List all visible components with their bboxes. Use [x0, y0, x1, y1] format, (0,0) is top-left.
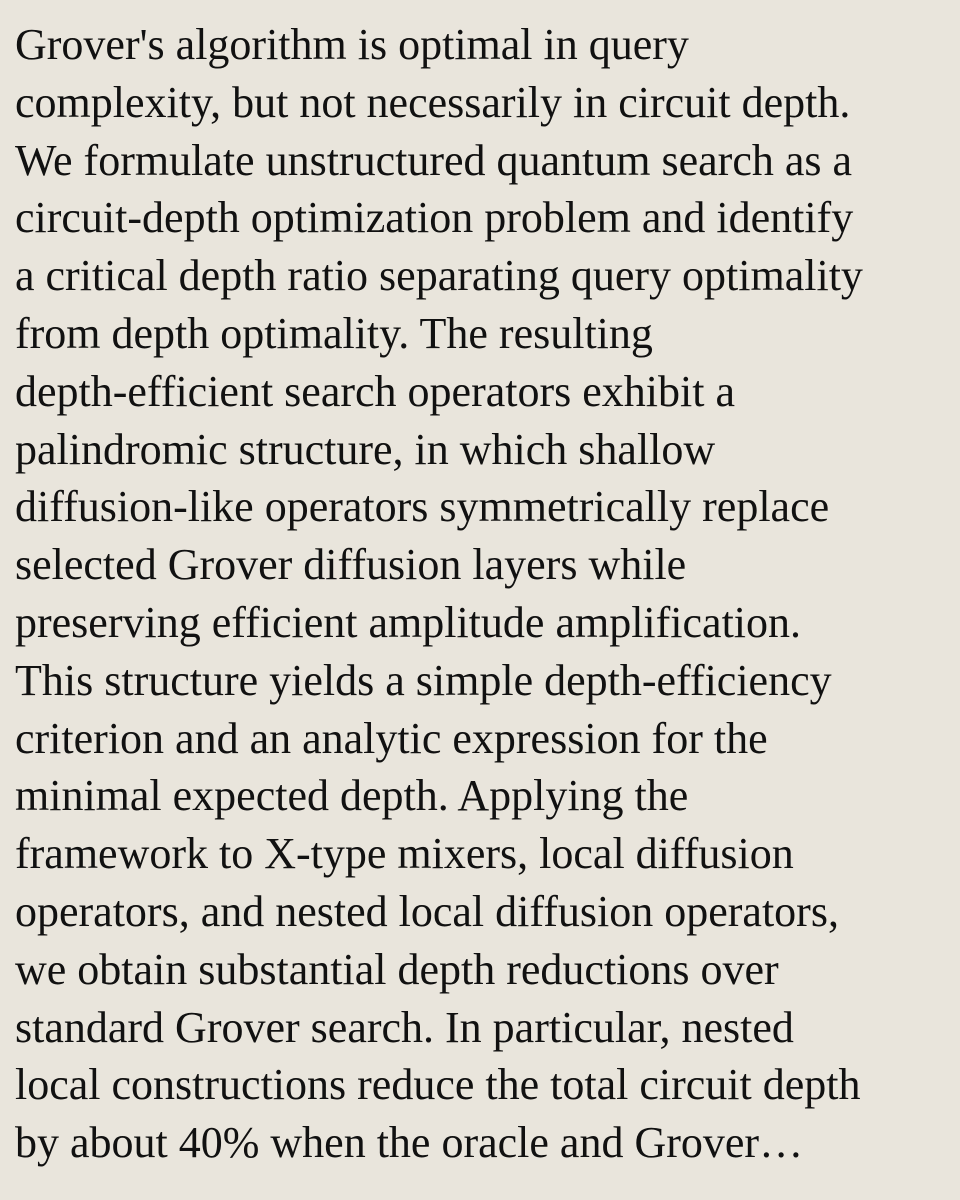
abstract-line: operators, and nested local diffusion operators, [15, 886, 839, 936]
abstract-line: from depth optimality. The resulting [15, 308, 653, 358]
abstract-line: depth-efficient search operators exhibit a [15, 366, 735, 416]
abstract-line: complexity, but not necessarily in circuit depth. [15, 77, 851, 127]
abstract-line: Grover's algorithm is optimal in query [15, 20, 689, 69]
abstract-line: criterion and an analytic expression for the [15, 713, 768, 763]
abstract-line: a critical depth ratio separating query optimality [15, 251, 863, 301]
abstract-line: This structure yields a simple depth-efficiency [15, 655, 832, 705]
abstract-line: local constructions reduce the total circuit depth [15, 1060, 861, 1110]
abstract-line: diffusion-like operators symmetrically replace [15, 482, 830, 532]
abstract-text [15, 16, 955, 1172]
abstract-line: framework to X-type mixers, local diffusion [15, 829, 794, 879]
abstract-line: by about 40% when the oracle and Grover… [15, 1118, 804, 1168]
abstract-line: we obtain substantial depth reductions over [15, 944, 779, 994]
abstract-line: circuit-depth optimization problem and identify [15, 193, 854, 243]
abstract-line: We formulate unstructured quantum search as a [15, 135, 853, 185]
abstract-line: selected Grover diffusion layers while [15, 540, 687, 590]
abstract-line: standard Grover search. In particular, nested [15, 1002, 794, 1052]
abstract-line: palindromic structure, in which shallow [15, 424, 716, 474]
abstract-line: minimal expected depth. Applying the [15, 771, 689, 821]
abstract-line: preserving efficient amplitude amplification. [15, 597, 802, 647]
